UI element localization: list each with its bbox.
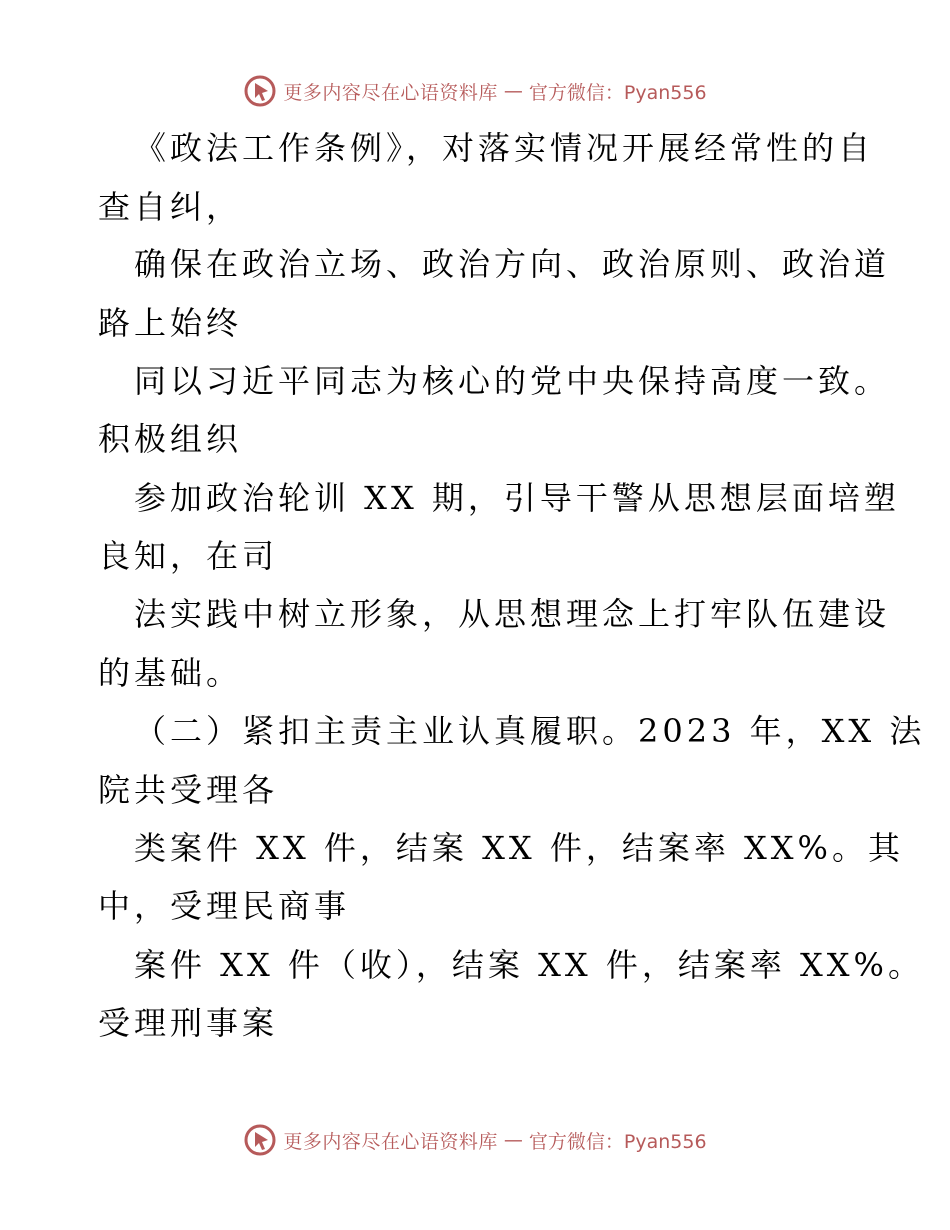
text-line: 的基础。 [98, 654, 243, 692]
text-line: 路上始终 [98, 304, 243, 342]
text-line: 中，受理民商事 [98, 887, 351, 925]
text-line: 《政法工作条例》，对落实情况开展经常性的自 [134, 129, 875, 167]
watermark-dash: — [503, 1129, 523, 1151]
text-line: 良知，在司 [98, 537, 279, 575]
text-line: 积极组织 [98, 420, 243, 458]
text-line: 法实践中树立形象，从思想理念上打牢队伍建设 [134, 595, 891, 633]
text-line: 院共受理各 [98, 771, 279, 809]
text-line: 参加政治轮训 XX 期，引导干警从思想层面培塑 [134, 479, 900, 517]
text-line: 类案件 XX 件，结案 XX 件，结案率 XX%。其 [134, 829, 904, 867]
watermark-suffix: 官方微信：Pyan556 [528, 1130, 707, 1153]
watermark-footer [0, 1120, 950, 1160]
text-line: 案件 XX 件（收），结案 XX 件，结案率 XX%。 [134, 946, 924, 984]
mouse-pointer-circle-icon [243, 74, 277, 108]
watermark-text: 更多内容尽在心语资料库 [283, 1130, 498, 1153]
text-line: 同以习近平同志为核心的党中央保持高度一致。 [134, 362, 891, 400]
text-line: 确保在政治立场、政治方向、政治原则、政治道 [134, 245, 891, 283]
text-line: 受理刑事案 [98, 1004, 279, 1042]
watermark-text: 更多内容尽在心语资料库 [283, 81, 498, 104]
text-line: （二）紧扣主责主业认真履职。2023 年，XX 法 [134, 712, 926, 750]
watermark-suffix: 官方微信：Pyan556 [528, 81, 707, 104]
text-line: 查自纠， [98, 188, 243, 226]
watermark-header [0, 71, 950, 111]
mouse-pointer-circle-icon [243, 1123, 277, 1157]
watermark-dash: — [503, 80, 523, 102]
